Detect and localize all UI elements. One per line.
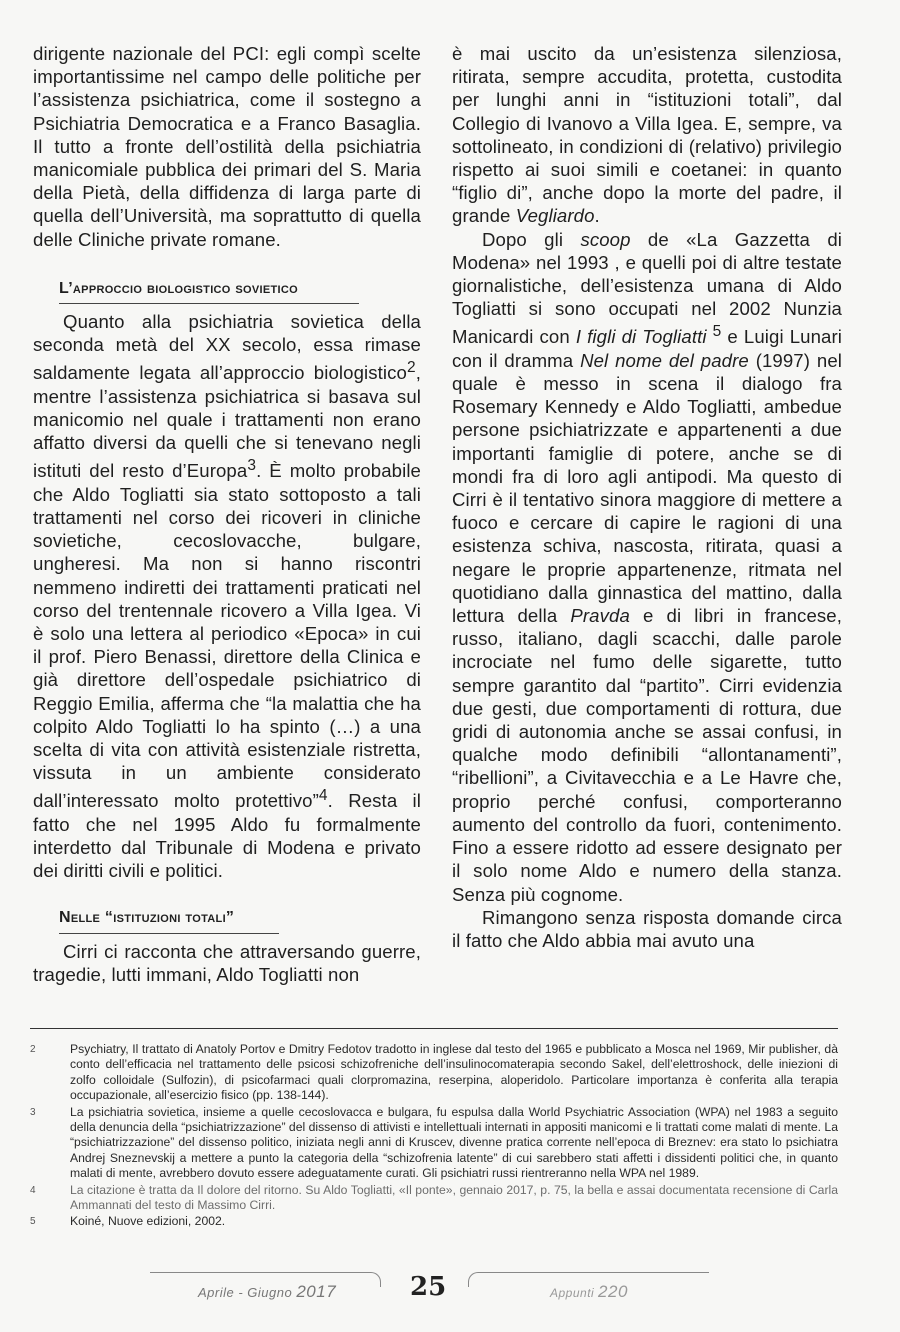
pravda-italic: Pravda <box>570 605 630 627</box>
footnote-number: 4 <box>30 1184 36 1196</box>
right-paragraph-1-text-a: è mai uscito da un’esistenza silenziosa, ritirata, sempre accudita, protetta, custodita per lunghi anni in “istituzioni totali”, dal Collegio di Ivanovo a Villa Igea. E, sempre, va sottolineato, in condizioni di (relativo) privilegio rispetto ai suoi simili e coetanei: in quanto “figlio di”, anche dopo la morte del padre, il grande <box>452 43 842 227</box>
right-paragraph-1-text-b: . <box>594 205 600 227</box>
page-number: 25 <box>410 1272 447 1302</box>
right-paragraph-2-text-a: Dopo gli <box>482 228 581 250</box>
footer-journal-name: Appunti <box>550 1286 595 1300</box>
left-paragraph-2-text-b: , mentre l’assistenza psichiatrica si basava sul manicomio nel quale i trattamenti non erano affatto diversi da quelli che si tenevano negli istituti del resto d’Europa <box>33 362 421 482</box>
left-paragraph-3: Cirri ci racconta che attraversando guerre, tragedie, lutti immani, Aldo Togliatti non <box>33 940 421 985</box>
footnote-2 <box>30 1042 838 1104</box>
right-paragraph-3: Rimangono senza risposta domande circa il fatto che Aldo abbia mai avuto una <box>452 906 842 951</box>
footer-month-range: Aprile - Giugno <box>198 1285 293 1300</box>
section-heading-biologistico: L’approccio biologistico sovietico <box>59 277 359 304</box>
left-paragraph-1: dirigente nazionale del PCI: egli compì scelte importantissime nel campo delle politiche per l’assistenza psichiatrica, come il sostegno a Psichiatria Democratica e a Franco Basaglia. Il tutto a fronte dell’ostilità della psichiatria manicomiale pubblica dei primari del S. Maria della Pietà, della diffidenza di larga parte di quella dell’Università, ma soprattutto di quella delle Cliniche private romane. <box>33 43 421 250</box>
right-paragraph-1 <box>452 42 842 228</box>
footnote-text: Psychiatry, Il trattato di Anatoly Portov e Dmitry Fedotov tradotto in inglese dal testo del 1965 e pubblicato a Mosca nel 1969, Mir publisher, dà conto dell’efficacia nel trattamento delle psicosi schizofreniche dell’insulinocomaterapia secondo Sakel, dell’elettroshock, delle iniezioni di zolfo colloidale (Sulfozin), di psicofarmaci quali clorpromazina, reserpina, aloperidolo. Particolare importanza è conferita alla terapia occupazionale, all’esercizio fisico (pp. 138-144). <box>70 1042 838 1103</box>
footnote-number: 2 <box>30 1044 36 1055</box>
footnote-3 <box>30 1105 838 1182</box>
book-title-nome-padre: Nel nome del padre <box>580 349 749 371</box>
footnote-5 <box>30 1214 838 1229</box>
book-title-figli: I figli di Togliatti <box>575 326 707 348</box>
scoop-italic: scoop <box>580 228 631 250</box>
footnote-number: 5 <box>30 1216 36 1228</box>
left-paragraph-2-text-d: . Resta il fatto che nel 1995 Aldo fu formalmente interdetto dal Tribunale di Modena e privato dei diritti civili e politici. <box>33 790 421 882</box>
footnote-4 <box>30 1183 838 1214</box>
left-column <box>33 42 421 986</box>
footnote-ref-5: 5 <box>712 323 722 341</box>
footnote-ref-3: 3 <box>247 457 257 475</box>
right-paragraph-2-text-d: (1997) nel quale è messo in scena il dialogo fra Rosemary Kennedy e Aldo Togliatti, ambedue persone psichiatrizzate e appartenenti a due importanti famiglie di potere, anche se di mondi fra di loro agli antipodi. Ma questo di Cirri è il tentativo sinora maggiore di mettere a fuoco e cercare di capire le ragioni di una esistenza schiva, nascosta, ritirata, quasi a negare le proprie appartenenze, ritmata nel quotidiano dalla ginnastica del mattino, dalla lettura della <box>452 349 842 627</box>
footnote-text: La citazione è tratta da Il dolore del ritorno. Su Aldo Togliatti, «Il ponte», gennaio 2017, p. 75, la bella e assai documentata recensione di Carla Ammannati del testo di Massimo Cirri. <box>70 1182 838 1213</box>
footer-issue-number: 220 <box>598 1282 628 1301</box>
footnote-ref-2: 2 <box>406 359 416 377</box>
footnote-divider <box>30 1028 838 1029</box>
footnote-ref-4: 4 <box>318 787 328 805</box>
footer-year: 2017 <box>296 1282 337 1301</box>
left-paragraph-2-text-c: . È molto probabile che Aldo Togliatti sia stato sottoposto a tali trattamenti nel corso dei ricoveri in cliniche sovietiche, cecoslovacche, bulgare, ungheresi. Ma non si hanno riscontri nemmeno indiretti dei trattamenti praticati nel corso del trentennale ricovero a Villa Igea. Vi è solo una lettera al periodico «Epoca» in cui il prof. Piero Benassi, direttore della Clinica e già direttore dell’ospedale psichiatrico di Reggio Emilia, afferma che “la malattia che ha colpito Aldo Togliatti lo ha spinto (…) a una scelta di vita con attività esistenziale ristretta, vissuta in un ambiente considerato dall’interessato molto protettivo” <box>33 460 422 812</box>
footer-issue <box>468 1272 708 1312</box>
vegliardo-italic: Vegliardo <box>515 205 595 227</box>
right-paragraph-2-text-e: e di libri in francese, russo, italiano, dagli scacchi, dalle parole incrociate nel fumo delle sigarette, tutto sempre garantito dal “partito”. Cirri evidenzia due gesti, due comportamenti di rottura, due gridi di autonomia anche se assai confusi, in qualche modo definibili “allontanamenti”, “ribellioni”, a Civitavecchia e a Le Havre che, proprio perché confusi, comporteranno aumento del controllo da fuori, contenimento. Fino a essere ridotto ad essere designato per il solo nome Aldo e numero della stanza. Senza più cognome. <box>452 605 842 905</box>
section-heading-istituzioni: Nelle “istituzioni totali” <box>59 906 279 933</box>
footnotes <box>30 1042 838 1231</box>
footer-date <box>150 1272 390 1312</box>
footnote-number: 3 <box>30 1106 36 1118</box>
right-paragraph-2-text-b: de «La Gazzetta di Modena» nel 1993 , e quelli poi di altre testate giornalistiche, dell’esistenza umana di Aldo Togliatti si sono occupati nel 2002 Nunzia Manicardi con <box>452 228 842 348</box>
footer-date-text <box>198 1282 336 1302</box>
right-paragraph-2-text-c: e Luigi Lunari con il dramma <box>452 326 843 371</box>
left-paragraph-2-text-a: Quanto alla psichiatria sovietica della seconda metà del XX secolo, essa rimase saldamente legata all’approccio biologistico <box>33 311 421 384</box>
right-paragraph-2 <box>452 228 842 906</box>
left-paragraph-2 <box>33 310 421 882</box>
footnote-text: Koiné, Nuove edizioni, 2002. <box>70 1214 226 1229</box>
footnote-text: La psichiatria sovietica, insieme a quelle cecoslovacca e bulgara, fu espulsa dalla World Psychiatric Association (WPA) nel 1983 a seguito della denuncia della “psichiatrizzazione” del dissenso di attivisti e intellettuali internati in appositi manicomi e li trattati come malati di mente. La “psichiatrizzazione” del dissenso politico, iniziata negli anni di Kruscev, divenne pratica corrente nell’epoca di Breznev: era stato lo psichiatra Andrej Sneznevskij a mettere a punto la categoria della “schizofrenia latente” di cui sarebbero stati affetti i dissidenti politici che, in quanto malati di mente, avrebbero dovuto essere adeguatamente curati. Gli psichiatri russi rientreranno nella WPA nel 1989. <box>70 1104 838 1181</box>
footer-issue-text <box>550 1282 628 1302</box>
right-column <box>452 42 842 952</box>
